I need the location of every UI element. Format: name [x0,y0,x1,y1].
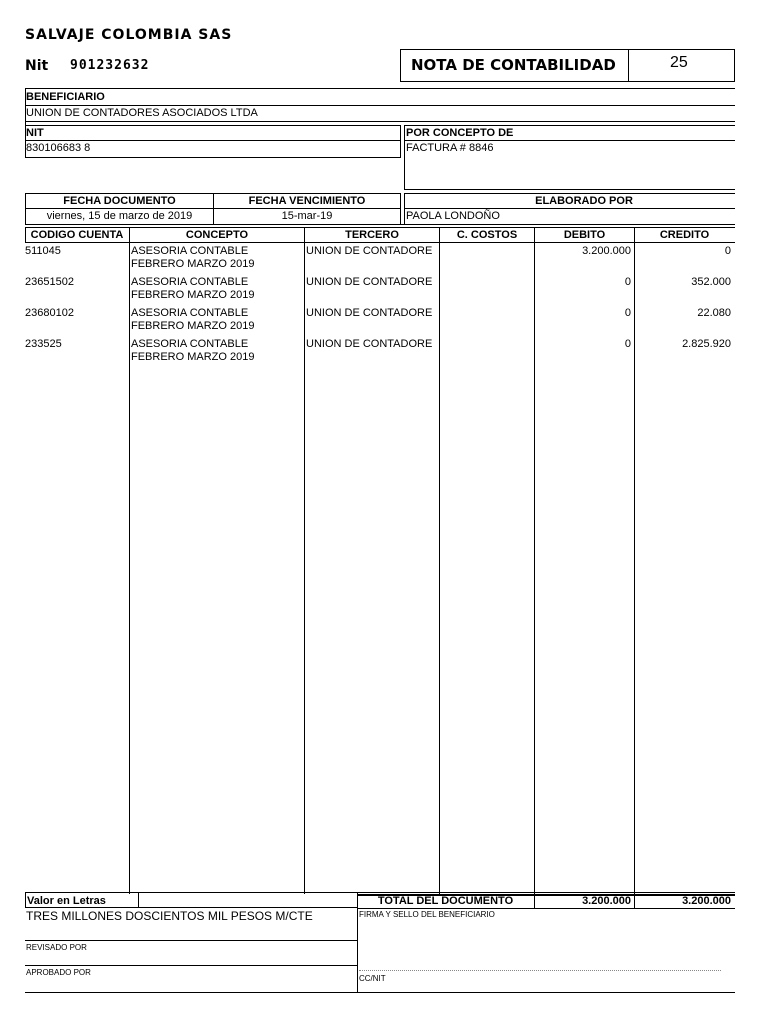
divider [25,242,735,243]
header-costos: C. COSTOS [456,229,518,241]
doc-title-box [400,49,629,82]
divider [634,227,635,894]
doc-number: 25 [670,54,688,71]
divider [404,140,735,141]
cell-tercero: UNION DE CONTADORE [306,245,433,257]
divider [400,193,401,224]
doc-number-box [628,49,735,82]
divider [357,908,735,909]
concepto-label: POR CONCEPTO DE [406,127,514,139]
revisado-label: REVISADO POR [26,943,87,952]
divider [404,125,735,126]
cell-concepto: ASESORIA CONTABLE [131,276,249,288]
cell-credito: 0 [724,245,731,257]
divider [25,224,735,225]
header-concepto: CONCEPTO [185,229,249,241]
total-label: TOTAL DEL DOCUMENTO [377,895,514,907]
header-codigo: CODIGO CUENTA [30,229,124,241]
cell-debito: 3.200.000 [582,245,631,257]
nit-field-value: 830106683 8 [26,142,91,154]
divider [404,125,405,190]
elaborado-value: PAOLA LONDOÑO [406,210,500,222]
total-credito: 3.200.000 [682,895,731,907]
divider [25,157,400,158]
cell-credito: 2.825.920 [682,338,731,350]
beneficiario-value: UNION DE CONTADORES ASOCIADOS LTDA [26,107,258,119]
divider [404,193,735,194]
cell-concepto: FEBRERO MARZO 2019 [131,258,255,270]
fecha-venc-value: 15-mar-19 [281,210,333,222]
firma-label: FIRMA Y SELLO DEL BENEFICIARIO [359,910,495,919]
cell-concepto: FEBRERO MARZO 2019 [131,320,255,332]
divider [25,892,26,907]
valor-letras-label: Valor en Letras [27,895,106,907]
divider [25,227,735,228]
nit-value: 901232632 [70,58,150,73]
divider [25,907,357,908]
divider [138,892,139,907]
divider [25,940,357,941]
header-tercero: TERCERO [345,229,399,241]
header-credito: CREDITO [659,229,710,241]
divider [25,105,735,106]
fecha-venc-label: FECHA VENCIMIENTO [248,195,366,207]
cell-codigo: 23680102 [25,307,74,319]
cell-credito: 352.000 [691,276,731,288]
header-debito: DEBITO [563,229,606,241]
nit-label: Nit [25,58,49,74]
divider [304,227,305,894]
valor-letras-value: TRES MILLONES DOSCIENTOS MIL PESOS M/CTE [26,909,313,923]
divider [404,189,735,190]
divider [25,140,400,141]
cell-codigo: 511045 [25,245,61,257]
cell-debito: 0 [624,338,631,350]
divider [439,227,440,894]
divider [25,227,26,242]
total-debito: 3.200.000 [582,895,631,907]
cell-concepto: ASESORIA CONTABLE [131,338,249,350]
cell-codigo: 233525 [25,338,62,350]
divider [25,892,735,893]
elaborado-label: ELABORADO POR [535,195,633,207]
cell-concepto: ASESORIA CONTABLE [131,245,249,257]
divider [404,208,735,209]
fecha-doc-label: FECHA DOCUMENTO [63,195,176,207]
company-name: SALVAJE COLOMBIA SAS [25,27,233,43]
fecha-doc-value: viernes, 15 de marzo de 2019 [46,210,193,222]
cell-concepto: FEBRERO MARZO 2019 [131,351,255,363]
cell-concepto: ASESORIA CONTABLE [131,307,249,319]
cell-debito: 0 [624,276,631,288]
divider [25,125,400,126]
aprobado-label: APROBADO POR [26,968,91,977]
cell-concepto: FEBRERO MARZO 2019 [131,289,255,301]
cell-debito: 0 [624,307,631,319]
divider [25,121,735,122]
doc-title: NOTA DE CONTABILIDAD [411,56,616,74]
divider [25,88,735,89]
cell-codigo: 23651502 [25,276,74,288]
cell-tercero: UNION DE CONTADORE [306,307,433,319]
beneficiario-label: BENEFICIARIO [26,91,105,103]
ccnit-label: CC/NIT [359,974,386,983]
divider [534,227,535,894]
cell-tercero: UNION DE CONTADORE [306,276,433,288]
cell-credito: 22.080 [697,307,731,319]
concepto-value: FACTURA # 8846 [406,142,494,154]
divider [25,992,735,993]
divider [129,227,130,894]
divider [25,965,357,966]
divider [400,125,401,158]
cell-tercero: UNION DE CONTADORE [306,338,433,350]
nit-field-label: NIT [26,127,44,139]
divider [25,208,400,209]
signature-line [359,970,721,971]
